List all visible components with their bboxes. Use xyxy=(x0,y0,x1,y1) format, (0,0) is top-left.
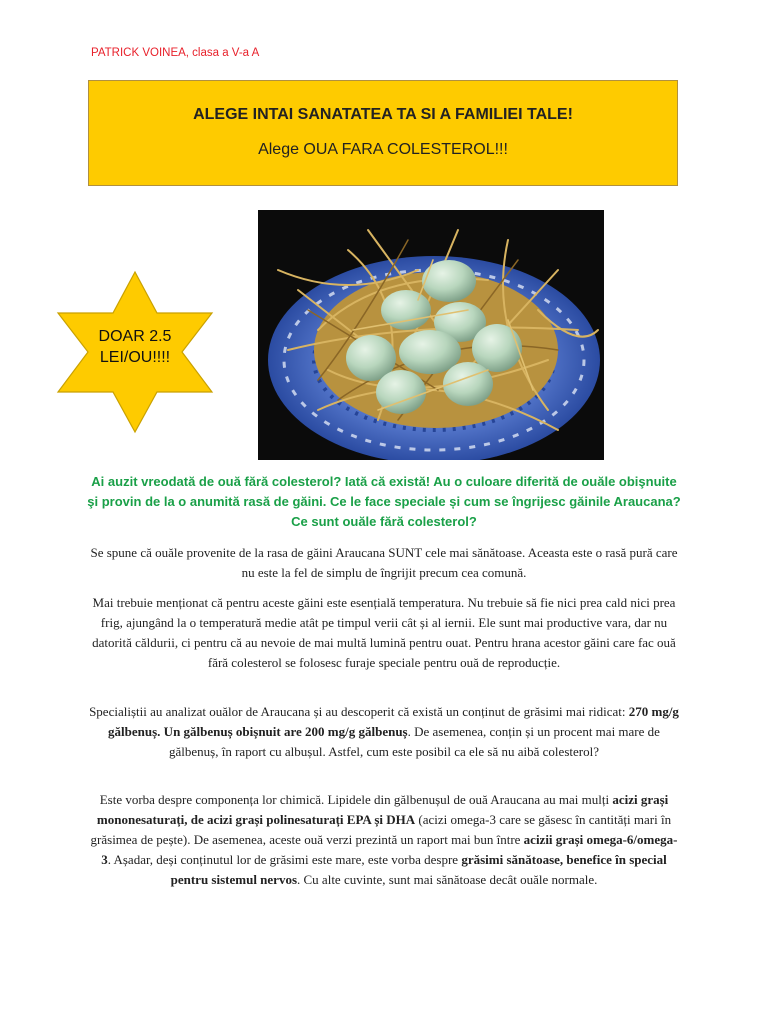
banner-headline: ALEGE INTAI SANATATEA TA SI A FAMILIEI TALE! xyxy=(193,106,573,123)
paragraph-4 xyxy=(86,790,682,890)
eggs-in-nest-photo xyxy=(258,210,604,460)
paragraph-3 xyxy=(86,702,682,762)
price-star-label xyxy=(55,326,215,368)
price-star-line2: LEI/OU!!!! xyxy=(99,349,171,366)
paragraph-4-text: Este vorba despre componența lor chimică. Lipidele din gălbenușul de ouă Araucana au mai mulți xyxy=(99,792,613,807)
paragraph-4-bold: grăsimi sănătoase, benefice în special pentru sistemul nervos xyxy=(170,852,667,887)
paragraph-4-text: (acizi omega-3 care se găsesc în cantități mari în grăsimea de pește). De asemenea, aceste ouă verzi prezintă un raport mai bun între xyxy=(90,812,672,847)
paragraph-4-text: . Cu alte cuvinte, sunt mai sănătoase decât ouăle normale. xyxy=(297,872,598,887)
paragraph-3-text: Specialiștii au analizat ouălor de Araucana și au descoperit că există un conținut de grăsimi mai ridicat: xyxy=(89,704,629,719)
paragraph-4-bold: acizi grași mononesaturați, de acizi grași polinesaturați EPA și DHA xyxy=(96,792,669,827)
paragraph-4-text: . Așadar, deși conținutul lor de grăsimi este mare, este vorba despre xyxy=(107,852,462,867)
paragraph-3-text: . De asemenea, conțin și un procent mai mare de gălbenuș, în raport cu albușul. Astfel, cum este posibil ca ele să nu aibă colesterol? xyxy=(169,724,660,759)
paragraph-4-bold: acizii grași omega-6/omega-3 xyxy=(101,832,678,867)
headline-banner xyxy=(88,80,678,186)
author-line: PATRICK VOINEA, clasa a V-a A xyxy=(91,47,260,59)
paragraph-3-bold: 270 mg/g gălbenuș. Un gălbenuș obișnuit are 200 mg/g gălbenuș xyxy=(108,704,679,739)
paragraph-1: Se spune că ouăle provenite de la rasa de găini Araucana SUNT cele mai sănătoase. Aceasta este o rasă pură care nu este la fel de simplu de îngrijit precum cea comună. xyxy=(90,545,678,580)
paragraph-2: Mai trebuie menționat că pentru aceste găini este esențială temperatura. Nu trebuie să fie nici prea cald nici prea frig, ajungând la o temperatură medie atât pe timpul verii cât și al iernii. Ele sunt mai productive vara, dar nu datorită căldurii, ci pentru că au nevoie de mai multă lumină pentru ouat. Pentru hrana acestor găini care fac ouă fără colesterol se folosesc furaje speciale pentru ouă de reproducție. xyxy=(92,595,676,670)
intro-question: Ai auzit vreodată de ouă fără colesterol? Iată că există! Au o culoare diferită de ouăle obişnuite şi provin de la o anumită rasă de găini. Ce le face speciale și cum se îngrijesc găinile Araucana? Ce sunt ouăle fără colesterol? xyxy=(87,474,681,529)
price-star-line1: DOAR 2.5 xyxy=(98,328,172,345)
banner-subheadline: Alege OUA FARA COLESTEROL!!! xyxy=(258,141,508,158)
